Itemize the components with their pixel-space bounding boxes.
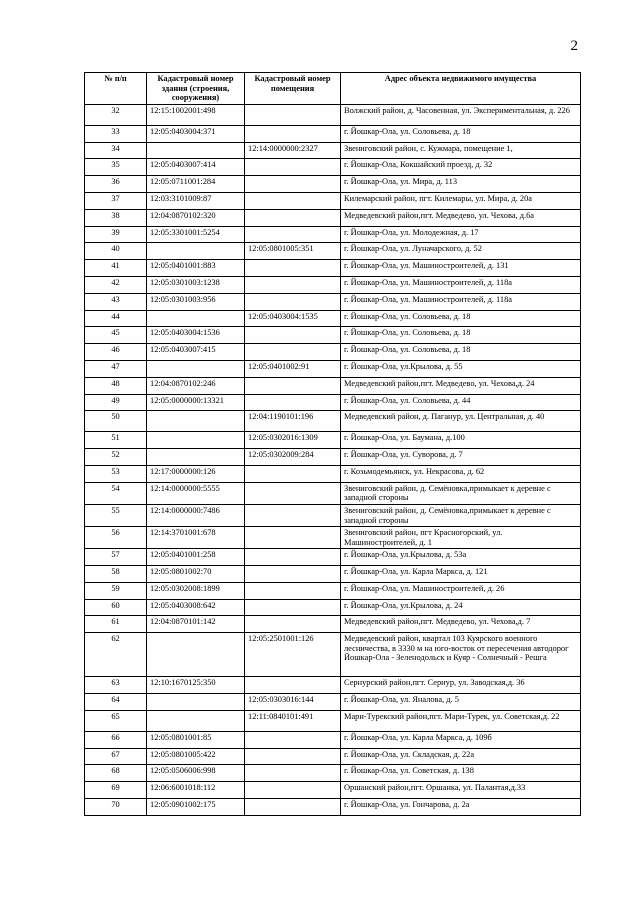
building-cadastral-number-cell [147,360,245,377]
table-row [85,549,581,566]
row-number-cell: 42 [85,276,147,293]
table-row [85,327,581,344]
address-cell: г. Йошкар-Ола, Кокшайский проезд, д. 32 [341,159,581,176]
header-number: № п/п [85,73,147,105]
row-number-cell: 48 [85,377,147,394]
room-cadastral-number-cell: 12:05:2501001:126 [245,633,341,677]
row-number-cell: 55 [85,504,147,526]
room-cadastral-number-cell: 12:05:0403004:1535 [245,310,341,327]
building-cadastral-number-cell [147,449,245,466]
row-number-cell: 39 [85,226,147,243]
address-cell: г. Йошкар-Ола, ул. Машиностроителей, д. 118а [341,293,581,310]
building-cadastral-number-cell [147,243,245,260]
address-cell: г. Йошкар-Ола, ул. Карла Маркса, д. 121 [341,566,581,583]
address-cell: г. Йошкар-Ола, ул. Молодежная, д. 17 [341,226,581,243]
property-registry-table [84,72,581,816]
room-cadastral-number-cell: 12:04:1190101:196 [245,411,341,432]
building-cadastral-number-cell [147,142,245,159]
row-number-cell: 70 [85,799,147,816]
room-cadastral-number-cell: 12:14:0000000:2327 [245,142,341,159]
table-row [85,192,581,209]
building-cadastral-number-cell: 12:03:3101009:87 [147,192,245,209]
room-cadastral-number-cell [245,549,341,566]
table-row [85,465,581,482]
building-cadastral-number-cell: 12:05:0301003:1238 [147,276,245,293]
address-cell: г. Йошкар-Ола, ул. Гончарова, д. 2а [341,799,581,816]
building-cadastral-number-cell: 12:14:0000000:7486 [147,504,245,526]
building-cadastral-number-cell: 12:05:0403004:1536 [147,327,245,344]
address-cell: г. Йошкар-Ола, ул. Баумана, д.100 [341,432,581,449]
address-cell: г. Йошкар-Ола, ул. Яналова, д. 5 [341,694,581,711]
address-cell: Звениговский район, д. Семёновка,примыкает к деревне с западной стороны [341,482,581,504]
building-cadastral-number-cell [147,694,245,711]
row-number-cell: 57 [85,549,147,566]
row-number-cell: 40 [85,243,147,260]
building-cadastral-number-cell: 12:05:0711001:284 [147,176,245,193]
table-row [85,782,581,799]
address-cell: г. Йошкар-Ола, ул. Складская, д. 22а [341,748,581,765]
room-cadastral-number-cell [245,377,341,394]
row-number-cell: 34 [85,142,147,159]
row-number-cell: 53 [85,465,147,482]
building-cadastral-number-cell: 12:05:0403004:371 [147,125,245,142]
room-cadastral-number-cell [245,209,341,226]
address-cell: Звениговский район, пгт Красногорский, ул. Машиностроителей, д. 1 [341,527,581,549]
room-cadastral-number-cell [245,104,341,125]
table-row [85,482,581,504]
header-room-cadastral-number: Кадастровый номер помещения [245,73,341,105]
header-address: Адрес объекта недвижимого имущества [341,73,581,105]
row-number-cell: 62 [85,633,147,677]
row-number-cell: 65 [85,710,147,731]
table-row [85,616,581,633]
row-number-cell: 51 [85,432,147,449]
building-cadastral-number-cell: 12:14:3701001:678 [147,527,245,549]
address-cell: Медведевский район,пгт. Медведево, ул. Чехова, д.6а [341,209,581,226]
address-cell: Мари-Турекский район,пгт. Мари-Турек, ул. Советская,д. 22 [341,710,581,731]
table-row [85,104,581,125]
table-header-row [85,73,581,105]
address-cell: Медведевский район, квартал 103 Куярского военного лесничества, в 3330 м на юго-восток от пересечения автодорог Йошкар-Ола - Зеленодольск и Куяр - Солнечный - Решга [341,633,581,677]
table-row [85,243,581,260]
room-cadastral-number-cell: 12:05:0401002:91 [245,360,341,377]
address-cell: г. Йошкар-Ола, ул. Соловьева, д. 18 [341,125,581,142]
row-number-cell: 58 [85,566,147,583]
table-row [85,694,581,711]
address-cell: Волжский район, д. Часовенная, ул. Экспериментальная, д. 226 [341,104,581,125]
room-cadastral-number-cell [245,566,341,583]
building-cadastral-number-cell: 12:05:0302008:1899 [147,582,245,599]
table-row [85,159,581,176]
row-number-cell: 66 [85,731,147,748]
room-cadastral-number-cell: 12:05:0302016:1309 [245,432,341,449]
row-number-cell: 38 [85,209,147,226]
address-cell: Килемарский район, пгт. Килемары, ул. Мира, д. 20а [341,192,581,209]
row-number-cell: 59 [85,582,147,599]
row-number-cell: 67 [85,748,147,765]
address-cell: г. Йошкар-Ола, ул.Крылова, д. 55 [341,360,581,377]
row-number-cell: 68 [85,765,147,782]
page-number: 2 [570,38,578,54]
table-row [85,799,581,816]
room-cadastral-number-cell [245,799,341,816]
header-building-cadastral-number: Кадастровый номер здания (строения, сооружения) [147,73,245,105]
table-row [85,633,581,677]
address-cell: г. Йошкар-Ола, ул. Машиностроителей, д. 26 [341,582,581,599]
building-cadastral-number-cell: 12:05:0901002:175 [147,799,245,816]
address-cell: г. Козьмодемьянск, ул. Некрасова, д. 62 [341,465,581,482]
row-number-cell: 54 [85,482,147,504]
row-number-cell: 41 [85,260,147,277]
building-cadastral-number-cell: 12:05:0403008:642 [147,599,245,616]
address-cell: г. Йошкар-Ола, ул. Советская, д. 138 [341,765,581,782]
address-cell: г. Йошкар-Ола, ул.Крылова, д. 24 [341,599,581,616]
room-cadastral-number-cell [245,527,341,549]
row-number-cell: 33 [85,125,147,142]
room-cadastral-number-cell [245,293,341,310]
room-cadastral-number-cell [245,226,341,243]
room-cadastral-number-cell [245,125,341,142]
address-cell: Медведевский район,пгт. Медведево, ул. Чехова,д. 24 [341,377,581,394]
building-cadastral-number-cell: 12:10:1670125:350 [147,677,245,694]
table-row [85,310,581,327]
building-cadastral-number-cell: 12:15:1002001:498 [147,104,245,125]
address-cell: г. Йошкар-Ола, ул. Суворова, д. 7 [341,449,581,466]
room-cadastral-number-cell [245,504,341,526]
address-cell: г. Йошкар-Ола, ул. Луначарского, д. 52 [341,243,581,260]
building-cadastral-number-cell [147,411,245,432]
room-cadastral-number-cell: 12:05:0302009:284 [245,449,341,466]
table-row [85,142,581,159]
room-cadastral-number-cell [245,327,341,344]
row-number-cell: 44 [85,310,147,327]
address-cell: г. Йошкар-Ола, ул. Машиностроителей, д. 118а [341,276,581,293]
row-number-cell: 32 [85,104,147,125]
table-row [85,344,581,361]
table-row [85,209,581,226]
address-cell: г. Йошкар-Ола, ул. Соловьева, д. 44 [341,394,581,411]
address-cell: г. Йошкар-Ола, ул. Соловьева, д. 18 [341,327,581,344]
row-number-cell: 64 [85,694,147,711]
address-cell: Сернурский район,пгт. Сернур, ул. Заводская,д. 36 [341,677,581,694]
table-row [85,176,581,193]
room-cadastral-number-cell [245,582,341,599]
building-cadastral-number-cell: 12:05:0403007:415 [147,344,245,361]
row-number-cell: 49 [85,394,147,411]
row-number-cell: 46 [85,344,147,361]
room-cadastral-number-cell: 12:05:0303016:144 [245,694,341,711]
room-cadastral-number-cell [245,599,341,616]
row-number-cell: 61 [85,616,147,633]
address-cell: г. Йошкар-Ола, ул. Соловьева, д. 18 [341,344,581,361]
building-cadastral-number-cell [147,633,245,677]
table-row [85,293,581,310]
room-cadastral-number-cell [245,394,341,411]
table-row [85,226,581,243]
row-number-cell: 36 [85,176,147,193]
row-number-cell: 47 [85,360,147,377]
table-row [85,566,581,583]
address-cell: Звениговский район, д. Семёновка,примыкает к деревне с западной стороны [341,504,581,526]
building-cadastral-number-cell: 12:14:0000000:5555 [147,482,245,504]
address-cell: Медведевский район,пгт. Медведево, ул. Чехова,д. 7 [341,616,581,633]
building-cadastral-number-cell: 12:05:0801002:70 [147,566,245,583]
row-number-cell: 45 [85,327,147,344]
table-row [85,527,581,549]
room-cadastral-number-cell: 12:05:0801005:351 [245,243,341,260]
row-number-cell: 69 [85,782,147,799]
table-row [85,599,581,616]
building-cadastral-number-cell: 12:05:0506006:998 [147,765,245,782]
row-number-cell: 43 [85,293,147,310]
building-cadastral-number-cell: 12:04:0870102:320 [147,209,245,226]
building-cadastral-number-cell: 12:04:0870102:246 [147,377,245,394]
table-row [85,276,581,293]
table-row [85,449,581,466]
room-cadastral-number-cell [245,276,341,293]
building-cadastral-number-cell: 12:05:0403007:414 [147,159,245,176]
room-cadastral-number-cell [245,616,341,633]
row-number-cell: 63 [85,677,147,694]
address-cell: Оршанский район,пгт. Оршанка, ул. Палантая,д.33 [341,782,581,799]
table-row [85,765,581,782]
room-cadastral-number-cell [245,677,341,694]
table-row [85,411,581,432]
address-cell: Медведевский район, д. Паганур, ул. Центральная, д. 40 [341,411,581,432]
row-number-cell: 52 [85,449,147,466]
address-cell: Звениговский район, с. Кужмара, помещение 1, [341,142,581,159]
table-row [85,125,581,142]
table-body [85,104,581,815]
building-cadastral-number-cell: 12:05:0401001:883 [147,260,245,277]
row-number-cell: 50 [85,411,147,432]
building-cadastral-number-cell: 12:05:0401001:258 [147,549,245,566]
room-cadastral-number-cell [245,159,341,176]
building-cadastral-number-cell: 12:05:0801001:85 [147,731,245,748]
table-row [85,710,581,731]
room-cadastral-number-cell [245,482,341,504]
room-cadastral-number-cell [245,176,341,193]
table-row [85,731,581,748]
row-number-cell: 56 [85,527,147,549]
building-cadastral-number-cell [147,310,245,327]
table-row [85,394,581,411]
address-cell: г. Йошкар-Ола, ул. Мира, д. 113 [341,176,581,193]
building-cadastral-number-cell: 12:05:0801005:422 [147,748,245,765]
room-cadastral-number-cell [245,765,341,782]
room-cadastral-number-cell [245,782,341,799]
room-cadastral-number-cell [245,731,341,748]
table-row [85,432,581,449]
address-cell: г. Йошкар-Ола, ул.Крылова, д. 53а [341,549,581,566]
row-number-cell: 60 [85,599,147,616]
building-cadastral-number-cell: 12:05:3301001:5254 [147,226,245,243]
building-cadastral-number-cell: 12:05:0301003:956 [147,293,245,310]
building-cadastral-number-cell [147,710,245,731]
table-row [85,677,581,694]
building-cadastral-number-cell [147,432,245,449]
room-cadastral-number-cell: 12:11:0840101:491 [245,710,341,731]
room-cadastral-number-cell [245,344,341,361]
row-number-cell: 37 [85,192,147,209]
address-cell: г. Йошкар-Ола, ул. Машиностроителей, д. 131 [341,260,581,277]
table-row [85,582,581,599]
building-cadastral-number-cell: 12:05:0000000:13321 [147,394,245,411]
table-row [85,377,581,394]
table-row [85,504,581,526]
table-row [85,360,581,377]
room-cadastral-number-cell [245,465,341,482]
room-cadastral-number-cell [245,748,341,765]
building-cadastral-number-cell: 12:04:0870101:142 [147,616,245,633]
row-number-cell: 35 [85,159,147,176]
building-cadastral-number-cell: 12:06:6001018:112 [147,782,245,799]
building-cadastral-number-cell: 12:17:0000000:126 [147,465,245,482]
table-row [85,748,581,765]
room-cadastral-number-cell [245,260,341,277]
address-cell: г. Йошкар-Ола, ул. Карла Маркса, д. 109б [341,731,581,748]
address-cell: г. Йошкар-Ола, ул. Соловьева, д. 18 [341,310,581,327]
table-row [85,260,581,277]
room-cadastral-number-cell [245,192,341,209]
